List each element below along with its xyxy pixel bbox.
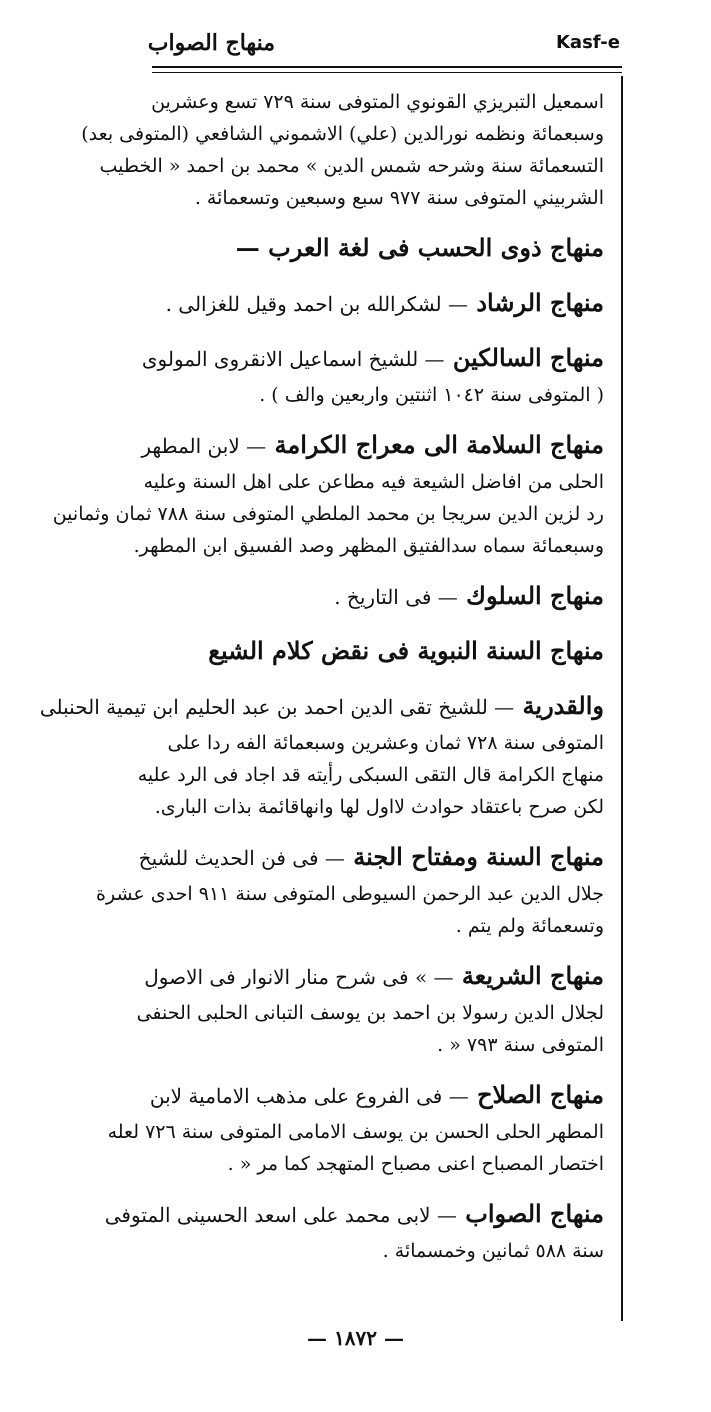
latin-marker: Kasf-e bbox=[555, 32, 620, 53]
entry-title: منهاج ذوى الحسب فى لغة العرب — bbox=[235, 233, 604, 262]
entry-attribution: — فى الفروع على مذهب الامامية لابن bbox=[149, 1084, 469, 1108]
entry bbox=[141, 338, 604, 411]
entry-attribution: — لشكرالله بن احمد وقيل للغزالى . bbox=[165, 292, 468, 316]
entry-attribution: — للشيخ اسماعيل الانقروى المولوى bbox=[141, 347, 445, 371]
entry bbox=[107, 1075, 604, 1180]
entry bbox=[39, 686, 604, 823]
entry-heading bbox=[141, 425, 604, 466]
intro-paragraph bbox=[81, 86, 604, 214]
entry-title: منهاج السالكين bbox=[452, 343, 604, 372]
text-line: لكن صرح باعتقاد حوادث لااول لها وانهاقائمة بذات البارى. bbox=[154, 796, 604, 818]
entry bbox=[52, 425, 604, 562]
entry-title: منهاج الصلاح bbox=[477, 1080, 604, 1109]
entry-attribution: — » فى شرح منار الانوار فى الاصول bbox=[144, 965, 454, 989]
entry-title: منهاج السنة ومفتاح الجنة bbox=[353, 842, 604, 871]
text-line: رد لزين الدين سريجا بن محمد الملطي المتوفى سنة ٧٨٨ ثمان وثمانين bbox=[52, 503, 604, 525]
entry-attribution: — فى فن الحديث للشيخ bbox=[138, 846, 345, 870]
text-line: المطهر الحلى الحسن بن يوسف الامامى المتوفى سنة ٧٢٦ لعله bbox=[107, 1121, 604, 1143]
text-line: التسعمائة سنة وشرحه شمس الدين » محمد بن احمد « الخطيب bbox=[99, 155, 604, 177]
entry-heading bbox=[152, 631, 604, 672]
entry-heading bbox=[152, 228, 604, 269]
entry-title: منهاج السنة النبوية فى نقض كلام الشيع bbox=[208, 636, 604, 665]
text-line: وتسعمائة ولم يتم . bbox=[455, 915, 604, 937]
text-line: لجلال الدين رسولا بن احمد بن يوسف التبانى الحلبى الحنفى bbox=[136, 1002, 604, 1024]
entry-heading bbox=[138, 837, 604, 878]
entry-title: منهاج السلامة الى معراج الكرامة bbox=[274, 430, 604, 459]
text-line: وسبعمائة ونظمه نورالدين (علي) الاشموني الشافعي (المتوفى بعد) bbox=[81, 123, 604, 145]
entry-heading bbox=[141, 338, 604, 379]
entry-heading bbox=[144, 956, 604, 997]
entry-title: منهاج الصواب bbox=[465, 1199, 604, 1228]
entry bbox=[96, 837, 604, 942]
entry-title: منهاج الشريعة bbox=[461, 961, 604, 990]
text-line: ( المتوفى سنة ١٠٤٢ اثنتين واربعين والف ) . bbox=[259, 384, 604, 406]
header-rule-thin bbox=[152, 72, 622, 73]
text-line: اختصار المصباح اعنى مصباح المتهجد كما مر « . bbox=[227, 1153, 604, 1175]
text-line: جلال الدين عبد الرحمن السيوطى المتوفى سنة ٩١١ احدى عشرة bbox=[96, 883, 604, 905]
text-line: الشربيني المتوفى سنة ٩٧٧ سبع وسبعين وتسعمائة . bbox=[194, 187, 604, 209]
entry-title: منهاج السلوك bbox=[466, 581, 604, 610]
entry-title: والقدرية bbox=[522, 691, 604, 720]
entry-attribution: — للشيخ تقى الدين احمد بن عبد الحليم ابن تيمية الحنبلى bbox=[39, 695, 515, 719]
text-line: اسمعيل التبريزي القونوي المتوفى سنة ٧٢٩ تسع وعشرين bbox=[151, 91, 604, 113]
running-title: منهاج الصواب bbox=[147, 30, 275, 56]
text-line: الحلى من افاضل الشيعة فيه مطاعن على اهل السنة وعليه bbox=[143, 471, 604, 493]
entry bbox=[104, 1194, 604, 1267]
entry-heading bbox=[149, 1075, 604, 1116]
entry-attribution: — لابى محمد على اسعد الحسينى المتوفى bbox=[104, 1203, 457, 1227]
text-column bbox=[39, 86, 604, 1281]
entry-heading bbox=[152, 576, 604, 617]
entry-heading bbox=[39, 686, 604, 727]
margin-rule bbox=[621, 76, 623, 1321]
text-line: المتوفى سنة ٧٩٣ « . bbox=[437, 1034, 604, 1056]
text-line: وسبعمائة سماه سدالفتيق المظهر وصد الفسيق ابن المطهر. bbox=[133, 535, 604, 557]
entries-list bbox=[39, 228, 604, 1267]
text-line: المتوفى سنة ٧٢٨ ثمان وعشرين وسبعمائة الفه ردا على bbox=[167, 732, 604, 754]
entry bbox=[152, 283, 604, 324]
entry-title: منهاج الرشاد bbox=[476, 288, 604, 317]
entry bbox=[152, 576, 604, 617]
running-header bbox=[147, 30, 620, 66]
text-line: سنة ٥٨٨ ثمانين وخمسمائة . bbox=[382, 1240, 604, 1262]
entry bbox=[152, 631, 604, 672]
page-number: — ١٨٧٢ — bbox=[307, 1326, 404, 1350]
entry bbox=[152, 228, 604, 269]
text-line: منهاج الكرامة قال التقى السبكى رأيته قد اجاد فى الرد عليه bbox=[137, 764, 604, 786]
entry-attribution: — لابن المطهر bbox=[141, 434, 267, 458]
header-rule bbox=[152, 66, 622, 68]
entry bbox=[136, 956, 604, 1061]
entry-heading bbox=[152, 283, 604, 324]
entry-heading bbox=[104, 1194, 604, 1235]
entry-attribution: — فى التاريخ . bbox=[334, 585, 458, 609]
